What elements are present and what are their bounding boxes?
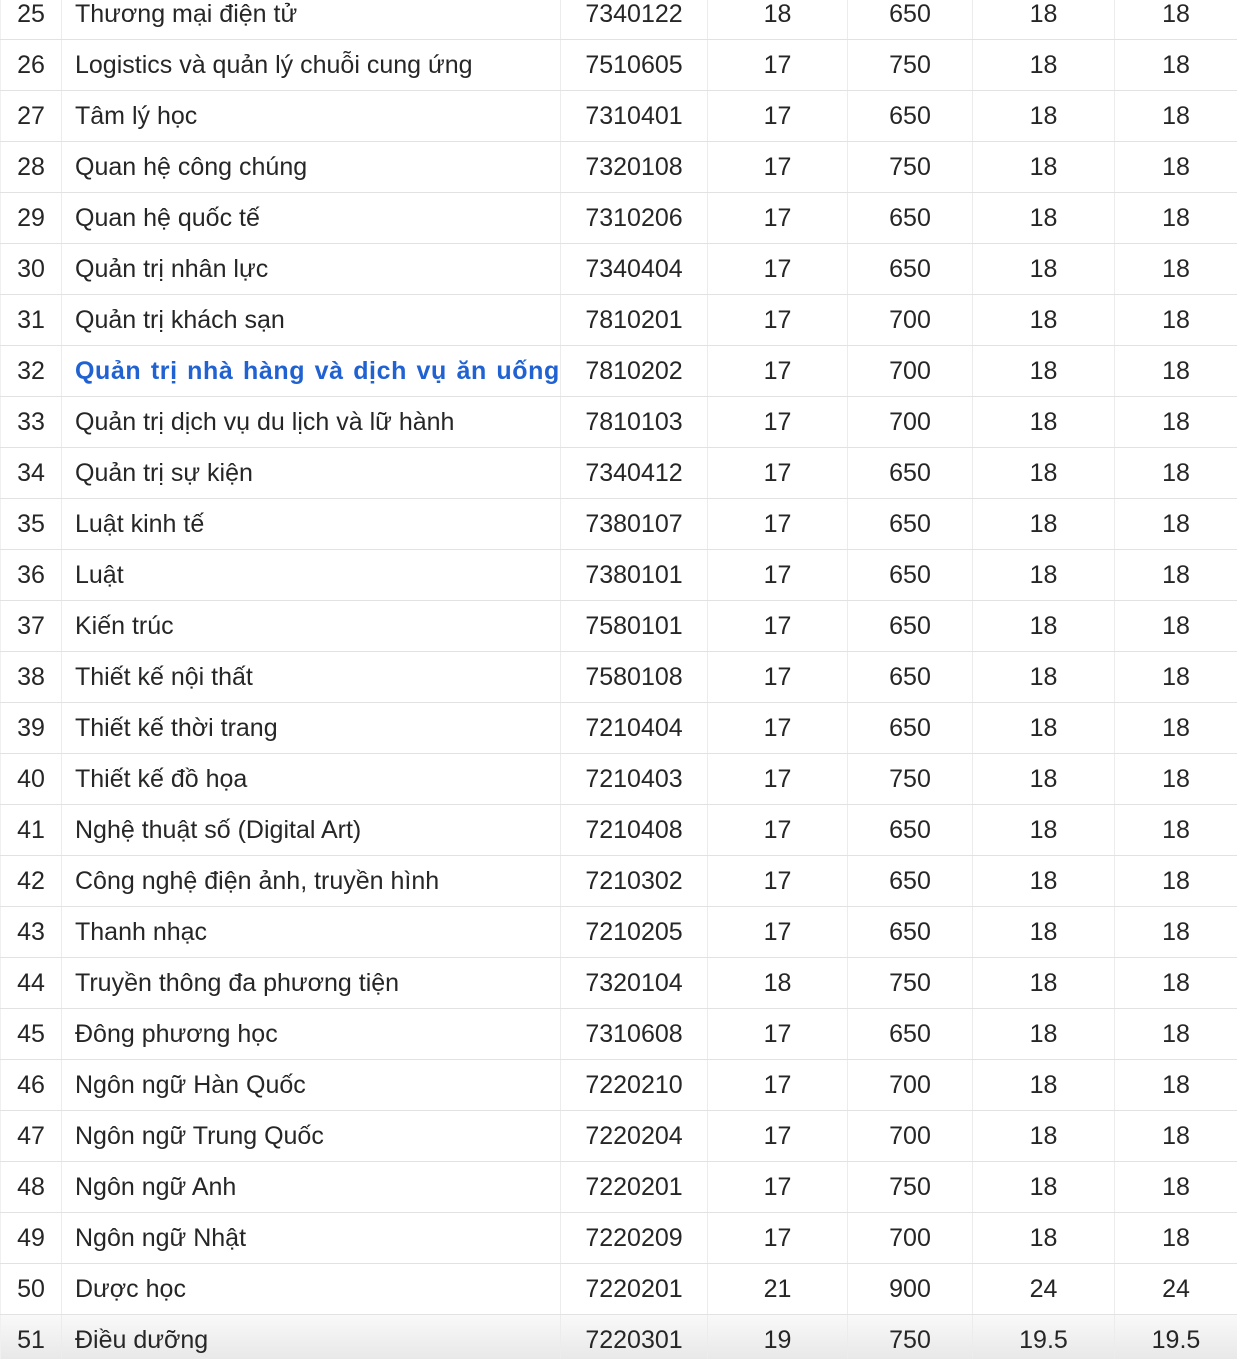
major-name-cell: Quản trị khách sạn — [62, 295, 561, 345]
score-cell-1: 17 — [708, 193, 848, 243]
score-cell-4: 24 — [1162, 1274, 1190, 1303]
score-cell-3: 18 — [973, 601, 1115, 651]
major-name-cell: Điều dưỡng — [62, 1315, 561, 1359]
score-cell-2: 700 — [848, 346, 973, 396]
major-code-cell: 7320108 — [561, 142, 708, 192]
major-name-cell: Tâm lý học — [62, 91, 561, 141]
score-cell-2: 650 — [848, 550, 973, 600]
score-cell-4: 18 — [1162, 407, 1190, 436]
major-name-cell: Dược học — [62, 1264, 561, 1314]
score-cell-4: 18 — [1162, 1121, 1190, 1150]
table-row — [0, 907, 1237, 958]
major-code-cell: 7580101 — [561, 601, 708, 651]
score-cell-4: 18 — [1162, 560, 1190, 589]
score-cell-4: 18 — [1162, 1223, 1190, 1252]
score-cell-2: 650 — [848, 0, 973, 39]
major-name-cell: Truyền thông đa phương tiện — [62, 958, 561, 1008]
major-code-cell: 7580108 — [561, 652, 708, 702]
score-cell-3: 18 — [973, 652, 1115, 702]
score-cell-3: 18 — [973, 1213, 1115, 1263]
score-cell-1: 19 — [708, 1315, 848, 1359]
major-code-cell: 7220201 — [561, 1162, 708, 1212]
score-cell-2: 900 — [848, 1264, 973, 1314]
score-cell-1: 17 — [708, 91, 848, 141]
score-cell-3: 18 — [973, 754, 1115, 804]
score-cell-3: 18 — [973, 907, 1115, 957]
score-cell-1: 18 — [708, 958, 848, 1008]
major-name-cell: Ngôn ngữ Anh — [62, 1162, 561, 1212]
score-cell-1: 17 — [708, 1162, 848, 1212]
score-cell-3: 24 — [973, 1264, 1115, 1314]
major-code-cell: 7310608 — [561, 1009, 708, 1059]
table-row — [0, 856, 1237, 907]
row-number-cell: 27 — [0, 91, 62, 141]
score-cell-4: 18 — [1162, 866, 1190, 895]
score-cell-1: 17 — [708, 346, 848, 396]
table-row — [0, 1213, 1237, 1264]
major-name-cell: Công nghệ điện ảnh, truyền hình — [62, 856, 561, 906]
score-cell-2: 650 — [848, 1009, 973, 1059]
score-cell-3: 18 — [973, 142, 1115, 192]
score-cell-1: 17 — [708, 703, 848, 753]
row-number-cell: 35 — [0, 499, 62, 549]
score-cell-4: 18 — [1162, 713, 1190, 742]
score-cell-2: 750 — [848, 754, 973, 804]
row-number-cell: 29 — [0, 193, 62, 243]
score-cell-1: 17 — [708, 652, 848, 702]
score-cell-1: 17 — [708, 1009, 848, 1059]
score-cell-4: 18 — [1162, 662, 1190, 691]
score-cell-2: 650 — [848, 856, 973, 906]
major-code-cell: 7210403 — [561, 754, 708, 804]
score-cell-1: 17 — [708, 550, 848, 600]
table-row — [0, 550, 1237, 601]
score-cell-4: 19.5 — [1151, 1325, 1201, 1354]
major-code-cell: 7210404 — [561, 703, 708, 753]
major-code-cell: 7320104 — [561, 958, 708, 1008]
major-name-cell: Kiến trúc — [62, 601, 561, 651]
major-name-cell: Quan hệ công chúng — [62, 142, 561, 192]
row-number-cell: 47 — [0, 1111, 62, 1161]
table-row — [0, 397, 1237, 448]
score-cell-3: 18 — [973, 244, 1115, 294]
score-cell-1: 17 — [708, 805, 848, 855]
row-number-cell: 31 — [0, 295, 62, 345]
major-code-cell: 7380107 — [561, 499, 708, 549]
score-cell-2: 700 — [848, 397, 973, 447]
major-code-cell: 7810202 — [561, 346, 708, 396]
major-code-cell: 7810201 — [561, 295, 708, 345]
row-number-cell: 43 — [0, 907, 62, 957]
score-cell-4: 18 — [1162, 1070, 1190, 1099]
major-code-cell: 7220204 — [561, 1111, 708, 1161]
score-cell-2: 650 — [848, 499, 973, 549]
score-cell-4: 18 — [1162, 152, 1190, 181]
table-row — [0, 703, 1237, 754]
score-cell-3: 18 — [973, 499, 1115, 549]
table-row — [0, 1162, 1237, 1213]
row-number-cell: 34 — [0, 448, 62, 498]
row-number-cell: 36 — [0, 550, 62, 600]
score-cell-3: 18 — [973, 91, 1115, 141]
score-cell-3: 18 — [973, 1162, 1115, 1212]
major-code-cell: 7310206 — [561, 193, 708, 243]
score-cell-4: 18 — [1162, 1172, 1190, 1201]
table-row — [0, 1264, 1237, 1315]
row-number-cell: 25 — [0, 0, 62, 39]
score-cell-1: 17 — [708, 907, 848, 957]
major-code-cell: 7340412 — [561, 448, 708, 498]
score-cell-1: 17 — [708, 754, 848, 804]
major-code-cell: 7220210 — [561, 1060, 708, 1110]
score-cell-2: 650 — [848, 703, 973, 753]
score-cell-1: 17 — [708, 397, 848, 447]
major-name-cell: Quản trị dịch vụ du lịch và lữ hành — [62, 397, 561, 447]
score-cell-4: 18 — [1162, 458, 1190, 487]
score-cell-2: 650 — [848, 907, 973, 957]
score-cell-1: 17 — [708, 295, 848, 345]
table-row — [0, 91, 1237, 142]
major-name-cell: Nghệ thuật số (Digital Art) — [62, 805, 561, 855]
score-cell-3: 18 — [973, 193, 1115, 243]
table-row — [0, 346, 1237, 397]
score-cell-2: 750 — [848, 142, 973, 192]
table-row — [0, 142, 1237, 193]
major-code-cell: 7220201 — [561, 1264, 708, 1314]
row-number-cell: 33 — [0, 397, 62, 447]
score-cell-3: 18 — [973, 397, 1115, 447]
major-name-cell: Ngôn ngữ Trung Quốc — [62, 1111, 561, 1161]
major-name-cell: Logistics và quản lý chuỗi cung ứng — [62, 40, 561, 90]
score-cell-2: 700 — [848, 295, 973, 345]
score-cell-2: 700 — [848, 1111, 973, 1161]
score-cell-4: 18 — [1162, 968, 1190, 997]
score-cell-4: 18 — [1162, 101, 1190, 130]
major-name-cell: Thiết kế thời trang — [62, 703, 561, 753]
major-code-cell: 7220209 — [561, 1213, 708, 1263]
row-number-cell: 46 — [0, 1060, 62, 1110]
row-number-cell: 48 — [0, 1162, 62, 1212]
row-number-cell: 26 — [0, 40, 62, 90]
score-cell-2: 750 — [848, 1162, 973, 1212]
major-name-cell: Ngôn ngữ Nhật — [62, 1213, 561, 1263]
row-number-cell: 42 — [0, 856, 62, 906]
score-cell-2: 650 — [848, 91, 973, 141]
score-cell-3: 18 — [973, 0, 1115, 39]
score-cell-2: 750 — [848, 1315, 973, 1359]
major-name-cell: Thanh nhạc — [62, 907, 561, 957]
score-cell-3: 18 — [973, 958, 1115, 1008]
score-cell-1: 17 — [708, 1213, 848, 1263]
major-name-cell: Ngôn ngữ Hàn Quốc — [62, 1060, 561, 1110]
score-cell-4: 18 — [1162, 305, 1190, 334]
major-name-cell: Thiết kế nội thất — [62, 652, 561, 702]
table-row — [0, 448, 1237, 499]
row-number-cell: 40 — [0, 754, 62, 804]
table-row — [0, 244, 1237, 295]
score-cell-1: 21 — [708, 1264, 848, 1314]
score-cell-3: 18 — [973, 346, 1115, 396]
score-cell-4: 18 — [1162, 0, 1190, 28]
major-code-cell: 7340404 — [561, 244, 708, 294]
major-code-cell: 7810103 — [561, 397, 708, 447]
score-cell-2: 650 — [848, 193, 973, 243]
major-code-cell: 7210408 — [561, 805, 708, 855]
table-row — [0, 1060, 1237, 1111]
score-cell-4: 18 — [1162, 815, 1190, 844]
row-number-cell: 30 — [0, 244, 62, 294]
score-cell-4: 18 — [1162, 254, 1190, 283]
table-row — [0, 499, 1237, 550]
table-row — [0, 193, 1237, 244]
score-cell-2: 650 — [848, 652, 973, 702]
score-cell-1: 17 — [708, 244, 848, 294]
score-cell-3: 18 — [973, 295, 1115, 345]
table-row — [0, 958, 1237, 1009]
score-cell-4: 18 — [1162, 203, 1190, 232]
score-cell-2: 700 — [848, 1213, 973, 1263]
score-cell-3: 18 — [973, 1009, 1115, 1059]
row-number-cell: 39 — [0, 703, 62, 753]
score-cell-4: 18 — [1162, 917, 1190, 946]
score-cell-3: 18 — [973, 448, 1115, 498]
score-cell-3: 18 — [973, 40, 1115, 90]
major-name-link[interactable]: Quản trị nhà hàng và dịch vụ ăn uống — [62, 346, 561, 396]
table-row — [0, 1009, 1237, 1060]
score-cell-4: 18 — [1162, 50, 1190, 79]
score-cell-1: 18 — [708, 0, 848, 39]
row-number-cell: 41 — [0, 805, 62, 855]
major-name-cell: Luật — [62, 550, 561, 600]
score-cell-2: 700 — [848, 1060, 973, 1110]
row-number-cell: 45 — [0, 1009, 62, 1059]
score-cell-1: 17 — [708, 142, 848, 192]
score-cell-3: 18 — [973, 550, 1115, 600]
score-cell-3: 18 — [973, 1111, 1115, 1161]
score-cell-4: 18 — [1162, 764, 1190, 793]
score-cell-3: 18 — [973, 703, 1115, 753]
major-name-cell: Thiết kế đồ họa — [62, 754, 561, 804]
table-row — [0, 805, 1237, 856]
score-cell-4: 18 — [1162, 356, 1190, 385]
table-row — [0, 295, 1237, 346]
score-cell-2: 750 — [848, 40, 973, 90]
score-cell-1: 17 — [708, 1111, 848, 1161]
major-code-cell: 7310401 — [561, 91, 708, 141]
major-code-cell: 7210205 — [561, 907, 708, 957]
major-code-cell: 7340122 — [561, 0, 708, 39]
table-row — [0, 1111, 1237, 1162]
score-cell-2: 650 — [848, 805, 973, 855]
score-cell-4: 18 — [1162, 1019, 1190, 1048]
score-cell-2: 750 — [848, 958, 973, 1008]
score-cell-1: 17 — [708, 601, 848, 651]
row-number-cell: 38 — [0, 652, 62, 702]
score-cell-1: 17 — [708, 40, 848, 90]
score-cell-1: 17 — [708, 856, 848, 906]
row-number-cell: 50 — [0, 1264, 62, 1314]
major-name-cell: Thương mại điện tử — [62, 0, 561, 39]
table-row — [0, 1315, 1237, 1359]
score-cell-3: 18 — [973, 856, 1115, 906]
table-row — [0, 601, 1237, 652]
score-cell-3: 18 — [973, 1060, 1115, 1110]
table-row — [0, 754, 1237, 805]
score-cell-4: 18 — [1162, 509, 1190, 538]
major-name-cell: Quản trị sự kiện — [62, 448, 561, 498]
score-cell-1: 17 — [708, 499, 848, 549]
row-number-cell: 32 — [0, 346, 62, 396]
major-name-cell: Luật kinh tế — [62, 499, 561, 549]
major-name-cell: Quản trị nhân lực — [62, 244, 561, 294]
major-name-cell: Quan hệ quốc tế — [62, 193, 561, 243]
row-number-cell: 51 — [0, 1315, 62, 1359]
row-number-cell: 28 — [0, 142, 62, 192]
major-code-cell: 7220301 — [561, 1315, 708, 1359]
row-number-cell: 49 — [0, 1213, 62, 1263]
row-number-cell: 44 — [0, 958, 62, 1008]
score-cell-2: 650 — [848, 448, 973, 498]
row-number-cell: 37 — [0, 601, 62, 651]
score-cell-2: 650 — [848, 601, 973, 651]
score-cell-1: 17 — [708, 448, 848, 498]
table-row — [0, 40, 1237, 91]
score-cell-2: 650 — [848, 244, 973, 294]
score-cell-3: 19.5 — [973, 1315, 1115, 1359]
major-name-cell: Đông phương học — [62, 1009, 561, 1059]
score-cell-4: 18 — [1162, 611, 1190, 640]
table-row — [0, 652, 1237, 703]
score-cell-1: 17 — [708, 1060, 848, 1110]
major-code-cell: 7380101 — [561, 550, 708, 600]
table-row — [0, 0, 1237, 40]
major-code-cell: 7210302 — [561, 856, 708, 906]
major-code-cell: 7510605 — [561, 40, 708, 90]
score-cell-3: 18 — [973, 805, 1115, 855]
